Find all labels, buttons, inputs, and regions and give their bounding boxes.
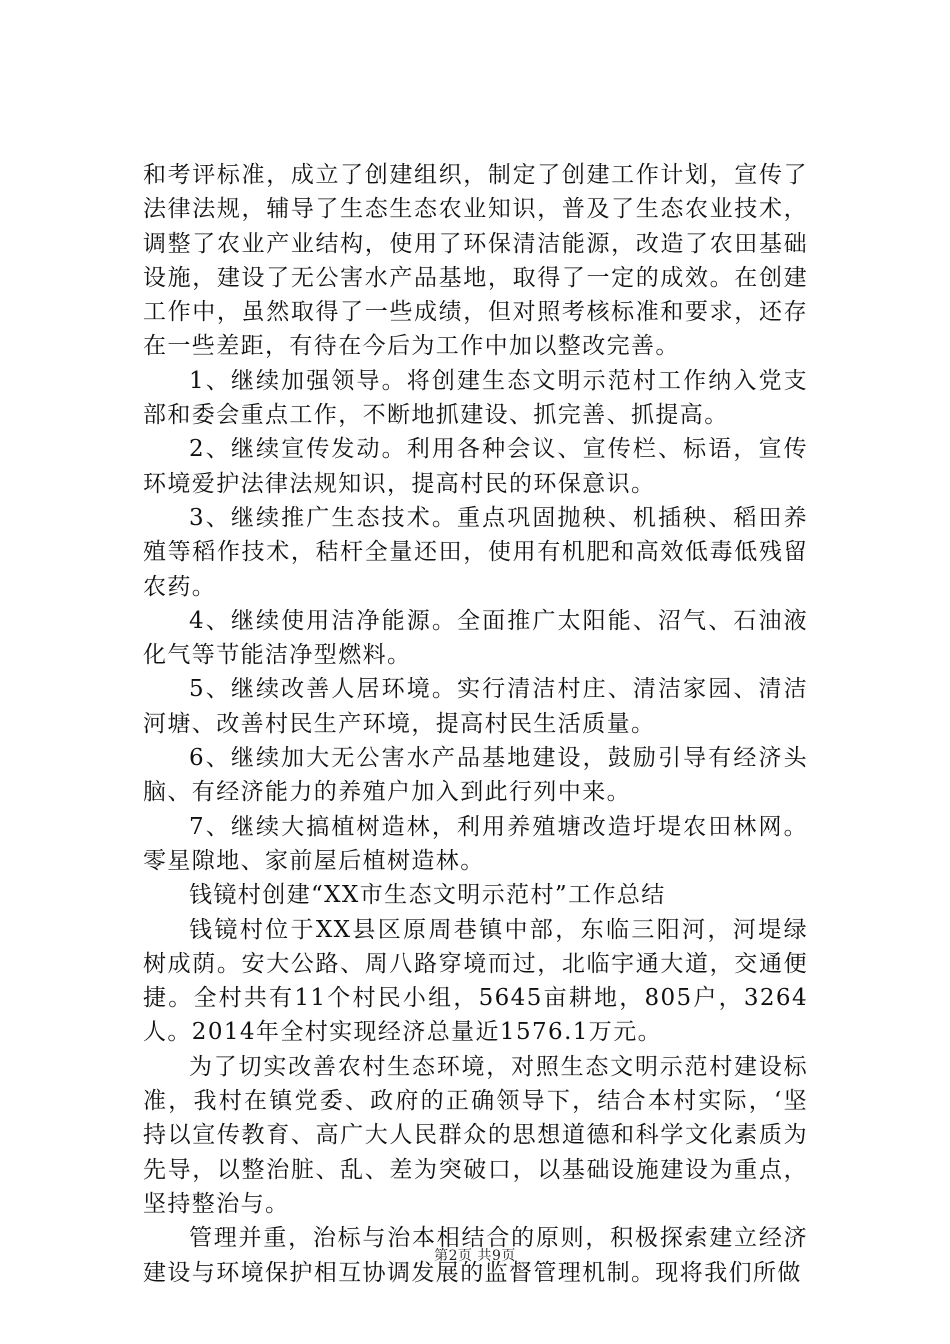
- paragraph-item-3: 3、继续推广生态技术。重点巩固抛秧、机插秧、稻田养殖等稻作技术，秸杆全量还田，使用有机肥和高效低毒低残留农药。: [143, 504, 808, 600]
- paragraph-improvement-goal: 为了切实改善农村生态环境，对照生态文明示范村建设标准，我村在镇党委、政府的正确领导下，结合本村实际，‘坚持以宣传教育、高广大人民群众的思想道德和科学文化素质为先导，以整治脏、乱、差为突破口，以基础设施建设为重点，坚持整治与。: [143, 1053, 808, 1217]
- paragraph-village-intro: 钱镜村位于XX县区原周巷镇中部，东临三阳河，河堤绿树成荫。安大公路、周八路穿境而过，北临宇通大道，交通便捷。全村共有11个村民小组，5645亩耕地，805户，3264人。2014年全村实现经济总量近1576.1万元。: [143, 916, 808, 1046]
- page-number-footer: 第2页 共9页: [434, 1248, 516, 1264]
- paragraph-item-2: 2、继续宣传发动。利用各种会议、宣传栏、标语，宣传环境爱护法律法规知识，提高村民的环保意识。: [143, 436, 808, 497]
- paragraph-item-1: 1、继续加强领导。将创建生态文明示范村工作纳入党支部和委会重点工作，不断地抓建设、抓完善、抓提高。: [143, 367, 808, 429]
- paragraph-management: 管理并重，治标与治本相结合的原则，积极探索建立经济建设与环境保护相互协调发展的监督管理机制。现将我们所做: [143, 1225, 808, 1286]
- paragraph-item-7: 7、继续大搞植树造林，利用养殖塘改造圩堤农田林网。零星隙地、家前屋后植树造林。: [143, 813, 808, 874]
- paragraph-continued: 和考评标准，成立了创建组织，制定了创建工作计划，宣传了法律法规，辅导了生态生态农业知识，普及了生态农业技术，调整了农业产业结构，使用了环保清洁能源，改造了农田基础设施，建设了无公害水产品基地，取得了一定的成效。在创建工作中，虽然取得了一些成绩，但对照考核标准和要求，还存在一些差距，有待在今后为工作中加以整改完善。: [143, 162, 808, 360]
- paragraph-item-4: 4、继续使用洁净能源。全面推广太阳能、沼气、石油液化气等节能洁净型燃料。: [143, 607, 808, 669]
- paragraph-item-6: 6、继续加大无公害水产品基地建设，鼓励引导有经济头脑、有经济能力的养殖户加入到此行列中来。: [143, 745, 808, 806]
- section-title: 钱镜村创建“XX市生态文明示范村”工作总结: [189, 882, 666, 909]
- document-body: [143, 158, 808, 1290]
- paragraph-item-5: 5、继续改善人居环境。实行清洁村庄、清洁家园、清洁河塘、改善村民生产环境，提高村民生活质量。: [143, 676, 808, 737]
